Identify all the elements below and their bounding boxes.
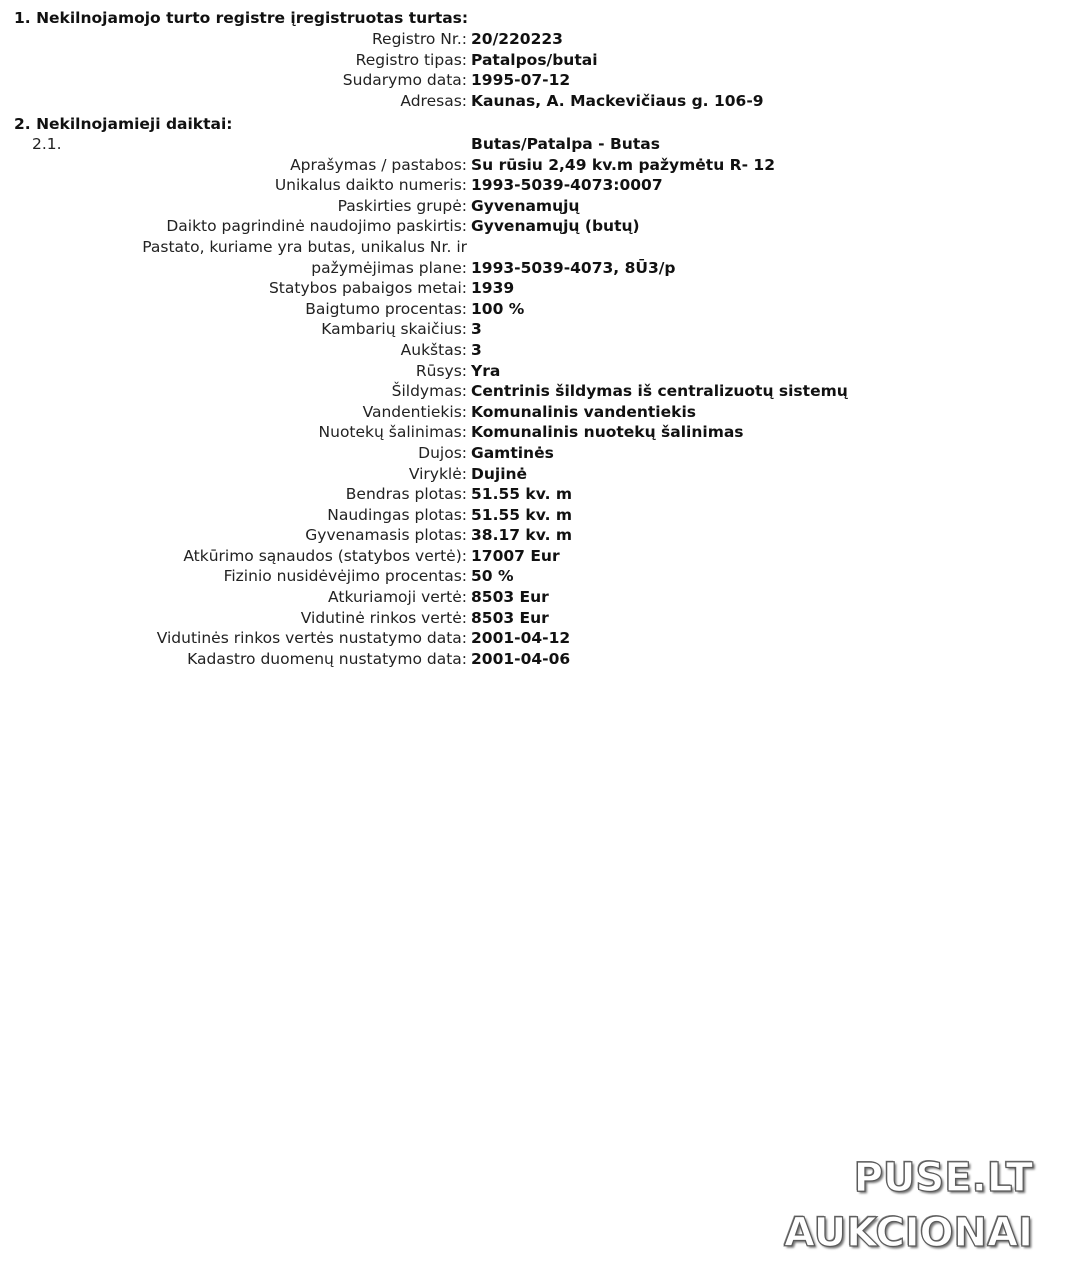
depreciation-percent-row [0,566,1065,587]
section-2-rows [0,134,1065,669]
field-label: Aukštas: [400,340,467,359]
basement-row [0,361,1065,382]
field-value: 2001-04-06 [471,649,571,668]
field-label: Unikalus daikto numeris: [274,176,467,195]
field-label: Viryklė: [408,464,467,483]
registry-number-row [0,29,1065,50]
watermark-line-2: AUKCIONAI [784,1210,1033,1256]
field-label: Daikto pagrindinė naudojimo paskirtis: [166,217,467,236]
address-row [0,91,1065,112]
restored-value-row [0,587,1065,608]
field-label: Baigtumo procentas: [305,299,467,318]
field-label: Šildymas: [391,382,467,401]
field-label: Naudingas plotas: [327,505,467,524]
field-value: 8503 Eur [471,608,549,627]
creation-date-row [0,70,1065,91]
field-label: Vidutinės rinkos vertės nustatymo data: [156,629,467,648]
floor-row [0,340,1065,361]
field-label: Fizinio nusidėvėjimo procentas: [223,567,467,586]
field-value: 51.55 kv. m [471,505,573,524]
living-area-row [0,525,1065,546]
field-label: Atkuriamoji vertė: [328,588,467,607]
field-value: 3 [471,320,482,339]
field-value: 1993-5039-4073:0007 [471,176,663,195]
main-purpose-row [0,216,1065,237]
field-label: Vandentiekis: [362,402,467,421]
field-value: Gamtinės [471,443,554,462]
field-label: Nuotekų šalinimas: [318,423,467,442]
section-2-title: 2. Nekilnojamieji daiktai: [14,115,233,133]
field-label: Aprašymas / pastabos: [290,155,467,174]
gas-row [0,443,1065,464]
item-header-row [0,134,1065,155]
field-label: Bendras plotas: [345,485,467,504]
field-label: Kadastro duomenų nustatymo data: [187,649,467,668]
field-value: 1939 [471,279,515,298]
field-value: Centrinis šildymas iš centralizuotų sistemų [471,382,848,401]
field-value: 20/220223 [471,30,563,48]
field-label: Paskirties grupė: [337,196,467,215]
section-1-rows [0,29,1065,111]
field-value: 38.17 kv. m [471,526,573,545]
field-value: 1993-5039-4073, 8Ū3/p [471,258,676,277]
field-value: 1995-07-12 [471,71,571,90]
field-value: Dujinė [471,464,528,483]
restoration-cost-row [0,546,1065,567]
field-value: Patalpos/butai [471,50,598,69]
field-value: Kaunas, A. Mackevičiaus g. 106-9 [471,91,764,110]
building-number-label-line1 [0,237,1065,258]
field-value: Su rūsiu 2,49 kv.m pažymėtu R- 12 [471,155,775,174]
field-label: Registro tipas: [355,50,467,69]
field-value: 17007 Eur [471,546,560,565]
field-label: Atkūrimo sąnaudos (statybos vertė): [183,546,467,565]
field-label-line1: Pastato, kuriame yra butas, unikalus Nr. ir [142,237,467,256]
field-value: Gyvenamųjų [471,196,580,215]
field-value: Gyvenamųjų (butų) [471,217,640,236]
field-value: 100 % [471,299,525,318]
stove-row [0,464,1065,485]
field-label: Dujos: [418,443,467,462]
field-label: Vidutinė rinkos vertė: [300,608,467,627]
field-label: Gyvenamasis plotas: [305,526,467,545]
market-value-row [0,608,1065,629]
field-value: Komunalinis nuotekų šalinimas [471,423,744,442]
water-supply-row [0,402,1065,423]
description-row [0,155,1065,176]
completion-percent-row [0,299,1065,320]
unique-number-row [0,175,1065,196]
field-label: Adresas: [400,91,467,110]
heating-row [0,381,1065,402]
field-value: 3 [471,340,482,359]
cadastre-date-row [0,649,1065,670]
item-number: 2.1. [32,135,62,153]
useful-area-row [0,505,1065,526]
field-value: Komunalinis vandentiekis [471,402,696,421]
field-value: 8503 Eur [471,588,549,607]
construction-year-row [0,278,1065,299]
registry-type-row [0,50,1065,71]
item-title: Butas/Patalpa - Butas [471,135,660,153]
field-label: Registro Nr.: [371,30,467,48]
sewage-row [0,422,1065,443]
watermark-line-1: PUSE.LT [853,1155,1033,1201]
field-value: Yra [471,361,501,380]
field-label: pažymėjimas plane: [311,258,467,277]
field-label: Statybos pabaigos metai: [268,279,467,298]
field-label: Sudarymo data: [342,71,467,90]
section-1-title: 1. Nekilnojamojo turto registre įregistruotas turtas: [14,9,469,27]
field-label: Rūsys: [415,361,467,380]
building-number-row [0,258,1065,279]
rooms-count-row [0,319,1065,340]
purpose-group-row [0,196,1065,217]
total-area-row [0,484,1065,505]
field-value: 51.55 kv. m [471,485,573,504]
market-value-date-row [0,628,1065,649]
field-value: 50 % [471,567,514,586]
field-value: 2001-04-12 [471,629,571,648]
field-label: Kambarių skaičius: [321,320,467,339]
